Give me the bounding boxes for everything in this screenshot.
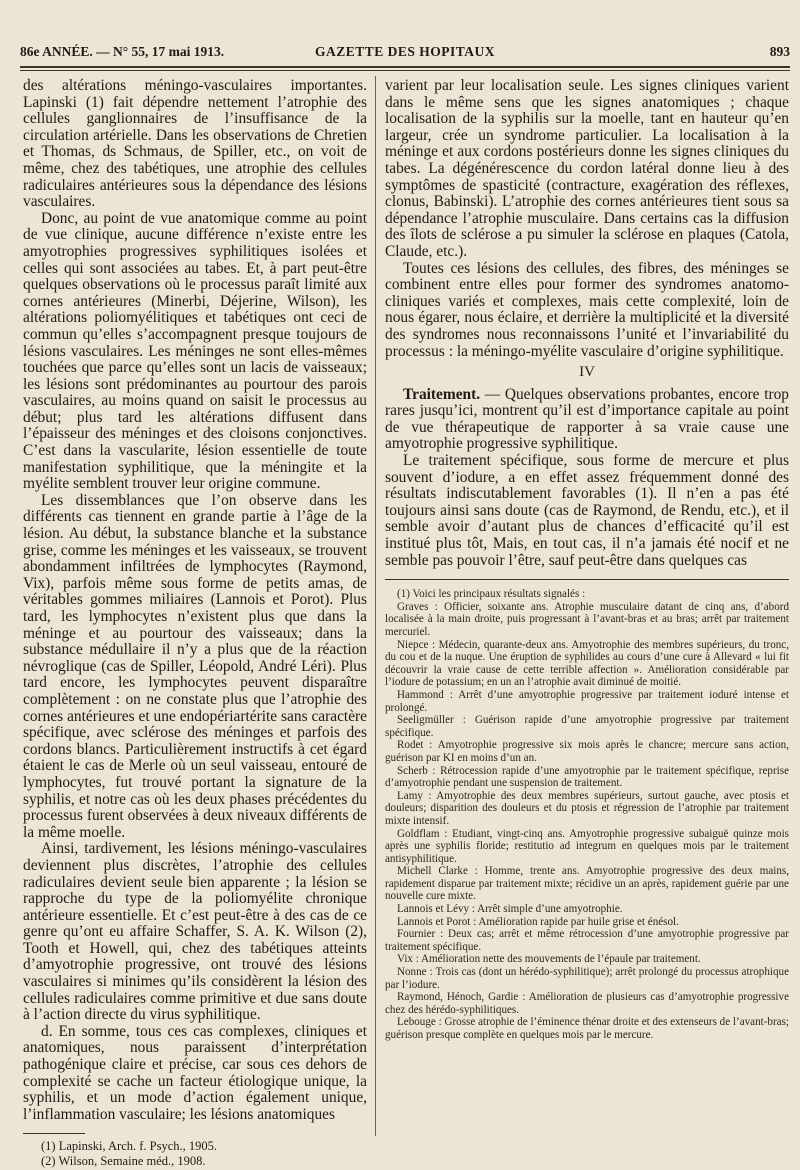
footnote-item: Michell Clarke : Homme, trente ans. Amyotrophie progressive des deux mains, rapidement disparue par traitement mixte; récidive un an après, rapidement guérie par une nouvelle cure mixte. — [385, 865, 789, 903]
right-column — [385, 78, 789, 1042]
paragraph: Ainsi, tardivement, les lésions méningo-vasculaires deviennent plus discrètes, l’atrophie des cellules radiculaires devient seule bien apparente ; la lésion se rapproche du type de la poliomyélite chronique antérieure essentielle. Et c’est peut-être à des cas de ce genre qu’ont eu affaire Schaffer, S. A. K. Wilson (2), Tooth et Howell, qui, chez des tabétiques atteints d’amyotrophie progressive, ont trouvé des lésions vasculaires si minimes qu’ils considèrent la lésion des cellules radiculaires comme primitive et due sans doute à l’action directe du virus syphilitique. — [23, 840, 367, 1024]
footnote-item: Goldflam : Etudiant, vingt-cinq ans. Amyotrophie progressive subaiguë quinze mois après une syphilis floride; restitutio ad integrum en quelques mois par le traitement antisyphilitique. — [385, 827, 789, 865]
footnote-item: Rodet : Amyotrophie progressive six mois après le chancre; mercure sans action, guérison par KI en moins d’un an. — [385, 739, 789, 764]
footnote-item: Niepce : Médecin, quarante-deux ans. Amyotrophie des membres supérieurs, du tronc, du cou et de la nuque. Une éruption de syphilides au cours d’une cure à Allevard « lui fit découvrir la vraie cause de cette terrible affection ». Amélioration considérable par l’iodure de potassium; en un an l’atrophie avait diminué de moitié. — [385, 638, 789, 689]
journal-title: GAZETTE DES HOPITAUX — [314, 44, 496, 59]
footnote-item: Vix : Amélioration nette des mouvements de l’épaule par traitement. — [397, 953, 701, 966]
header-rule — [20, 66, 790, 68]
paragraph: varient par leur localisation seule. Les signes cliniques varient dans le même sens que les signes anatomiques ; chaque localisation de la syphilis sur la moelle, tant en hauteur qu’en largeur, crée un syndrome particulier. La localisation à la méninge et aux cordons postérieurs donne les signes cliniques du tabes. La dégénérescence du cordon latéral donne lieu à des symptômes de spasticité (contracture, exagération des réflexes, clonus, Babinski). L’atrophie des cornes antérieures tient sous sa dépendance l’atrophie musculaire. Dans certains cas la diffusion des îlots de sclérose a pu simuler la sclérose en plaques (Catola, Claude, etc.). — [385, 77, 789, 260]
paragraph: d. En somme, tous ces cas complexes, cliniques et anatomiques, nous paraissent d’interprétation pathogénique claire et précise, car sous ces dehors de complexité se cache un facteur étiologique unique, la syphilis, et un mode d’action également unique, l’inflammation vasculaire; les lésions anatomiques — [23, 1022, 367, 1123]
footnote-item: Graves : Officier, soixante ans. Atrophie musculaire datant de cinq ans, d’abord localisée à la main droite, puis progressant à l’avant-bras et au bras; arrêt par traitement mercuriel. — [385, 600, 789, 638]
footnote-item: Raymond, Hénoch, Gardie : Amélioration de plusieurs cas d’amyotrophie progressive chez des hérédo-syphilitiques. — [385, 991, 789, 1016]
footnote-item: Nonne : Trois cas (dont un hérédo-syphilitique); arrêt prolongé du processus atrophique par l’iodure. — [385, 966, 789, 991]
paragraph: Toutes ces lésions des cellules, des fibres, des méninges se combinent entre elles pour former des syndromes anatomo-cliniques variés et complexes, mais cette complexité, loin de nous égarer, nous éclaire, et derrière la multiplicité et la diversité des syndromes nous reconnaissons l’unité et l’invariabilité du processus : la méningo-myélite vasculaire d’origine syphilitique. — [385, 259, 789, 360]
footnote: (2) Wilson, Semaine méd., 1908. — [41, 1154, 206, 1169]
footnote-item: Hammond : Arrêt d’une amyotrophie progressive par traitement ioduré intense et prolongé. — [385, 688, 789, 714]
header-rule-thin — [20, 70, 790, 71]
treatment-paragraph — [385, 387, 789, 453]
issue-line: 86e ANNÉE. — N° 55, 17 mai 1913. — [20, 44, 225, 59]
footnote-item: Scherb : Rétrocession rapide d’une amyotrophie par le traitement spécifique, reprise d’amyotrophie pendant une suspension de traitement. — [385, 764, 789, 790]
footnote-item: Lannois et Porot : Amélioration rapide par huile grise et énésol. — [397, 915, 679, 928]
footnote-item: Fournier : Deux cas; arrêt et même rétrocession d’une amyotrophie progressive par traitement spécifique. — [385, 928, 789, 953]
column-divider — [375, 76, 376, 1136]
paragraph: Le traitement spécifique, sous forme de mercure et plus souvent d’iodure, a en effet assez fréquemment donné des résultats indiscutablement favorables (1). Il n’en a pas été toujours ainsi sans doute (cas de Raymond, de Rendu, etc.), et il semble avoir d’autant plus de chances d’efficacité qu’il est institué plus tôt, Mais, en tout cas, il n’a jamais été nocif et ne semble pas pouvoir l’être, sauf peut-être dans quelques cas — [385, 452, 789, 569]
footnote-block — [385, 579, 789, 1041]
treatment-lead: Traitement. — [403, 385, 481, 403]
paragraph: des altérations méningo-vasculaires importantes. Lapinski (1) fait dépendre nettement l’atrophie des cellules ganglionnaires de l’insuffisance de la circulation artérielle. Dans les observations de Chretien et Thomas, ds Schmaus, de Spiller, etc., on voit de même, chez des tabétiques, une atrophie des cellules radiculaires antérieures sous la dépendance des lésions vasculaires. — [23, 77, 367, 211]
footnote-item: Lamy : Amyotrophie des deux membres supérieurs, surtout gauche, avec ptosis et douleurs; disparition des douleurs et du ptosis et régression de l’atrophie par traitement mixte intensif. — [385, 789, 789, 827]
running-header — [20, 44, 790, 64]
left-column — [23, 78, 367, 1169]
footnote: (1) Lapinski, Arch. f. Psych., 1905. — [41, 1139, 218, 1154]
paragraph: Donc, au point de vue anatomique comme au point de vue clinique, aucune différence n’existe entre les amyotrophies progressives syphilitiques isolées et celles qui sont associées au tabes. Et, à part peut-être quelques observations où le processus paraît limité aux cornes antérieures (Minerbi, Déjerine, Wilson), les altérations poliomyélitiques et tabétiques ont ceci de commun qu’elles s’accompagnent presque toujours de lésions vasculaires. Les méninges ne sont elles-mêmes touchées que parce qu’elles sont un lacis de vaisseaux; les lésions sont prédominantes au pourtour des parois vasculaires, au moins quand on saisit le processus au début; plus tard les altérations diffusent dans l’épaisseur des méninges et des cloisons conjonctives. C’est dans la vascularite, lésion essentielle de toute manifestation syphilitique, que la méningite et la myélite semblent trouver leur origine commune. — [23, 209, 367, 493]
section-heading: IV — [579, 364, 595, 381]
footnote-intro: (1) Voici les principaux résultats signalés : — [397, 588, 586, 601]
footnote-item: Lebouge : Grosse atrophie de l’éminence thénar droite et des extenseurs de l’avant-bras; guérison presque complète en quelques mois par le mercure. — [385, 1016, 789, 1041]
page-number: 893 — [769, 44, 790, 59]
footnote-item: Seeligmüller : Guérison rapide d’une amyotrophie progressive par traitement spécifique. — [385, 714, 789, 739]
treatment-text: — Quelques observations probantes, encore trop rares jusqu’ici, montrent qu’il est d’importance capitale au point de vue thérapeutique de rapporter à sa vraie cause une amyotrophie progressive syphilitique. — [385, 385, 789, 453]
paragraph: Les dissemblances que l’on observe dans les différents cas tiennent en grande partie à l’âge de la lésion. Au début, la substance blanche et la substance grise, comme les méninges et les vaisseaux, se trouvent abondamment infiltrées de lymphocytes (Raymond, Vix), parfois même sous forme de petits amas, de véritables gommes miliaires (Lannois et Porot). Plus tard, les lymphocytes n’existent plus que dans la méninge et au pourtour des vaisseaux; dans la substance médullaire il n’y a plus que de la réaction névroglique (cas de Spiller, Léopold, André Léri). Plus tard encore, les lymphocytes peuvent disparaître complètement : on ne constate plus que l’atrophie des cornes antérieures et une endopériartérite sans caractère spécifique, avec sclérose des méninges et parfois des cordons blancs. Particulièrement instructifs à cet égard étaient le cas de Merle où un seul vaisseau, entouré de lymphocytes, fut trouvé portant la signature de la syphilis, et notre cas où les deux phases précédentes du processus furent observées à deux niveaux différents de la même moelle. — [23, 491, 367, 841]
footnote-rule — [23, 1133, 85, 1134]
footnote-item: Lannois et Lévy : Arrêt simple d’une amyotrophie. — [397, 903, 623, 916]
